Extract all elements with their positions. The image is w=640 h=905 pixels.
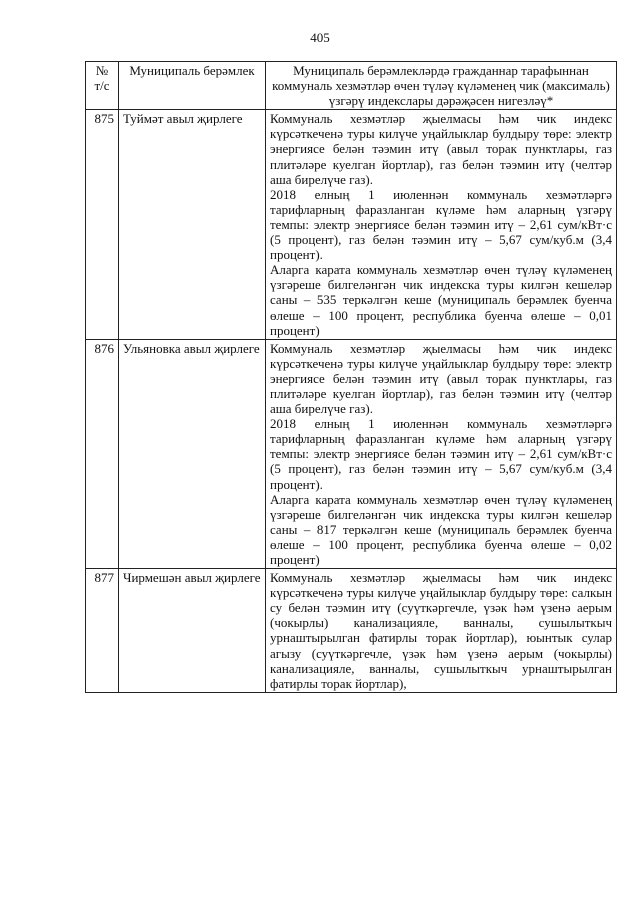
row-description [266,339,617,568]
row-municipality: Ульяновка авыл җирлеге [119,339,266,568]
description-paragraph: 2018 елның 1 июленнән коммуналь хезмәтләргә тарифларның фаразланган күләме һәм аларның үзгәрү темпы: электр энергиясе белән тәэмин итү – 2,61 сум/кВт·с (5 процент), газ белән тәэмин итү – 5,67 сум/куб.м (3,4 процент). [270,416,612,492]
row-municipality: Туймәт авыл җирлеге [119,110,266,339]
row-description [266,569,617,693]
page-number: 405 [310,30,330,45]
row-number: 875 [86,110,119,339]
row-number: 876 [86,339,119,568]
table-row [86,569,617,693]
row-description [266,110,617,339]
table-row [86,339,617,568]
description-paragraph: Коммуналь хезмәтләр җыелмасы һәм чик индекс күрсәткеченә туры килүче уңайлыклар булдыру төре: электр энергиясе белән тәэмин итү (авыл торак пунктлары, газ плитәләре куелган йортлар), газ белән тәэмин итү (челтәр аша бирелүче газ). [270,340,612,417]
municipality-tariff-table [85,61,617,693]
description-paragraph: Аларга карата коммуналь хезмәтләр өчен түләү күләменең үзгәреше билгеләнгән чик индекска туры килгән кешеләр саны – 817 теркәлгән кеше (муниципаль берәмлек буенча өлеше – 100 процент, республика буенча өлеше – 0,02 процент) [270,491,612,567]
row-municipality: Чирмешән авыл җирлеге [119,569,266,693]
table-row [86,110,617,339]
header-municipality: Муниципаль берәмлек [119,62,266,110]
header-number: № т/с [86,62,119,110]
row-number: 877 [86,569,119,693]
table-header-row [86,62,617,110]
description-paragraph: 2018 елның 1 июленнән коммуналь хезмәтләргә тарифларның фаразланган күләме һәм аларның үзгәрү темпы: электр энергиясе белән тәэмин итү – 2,61 сум/кВт·с (5 процент), газ белән тәэмин итү – 5,67 сум/куб.м (3,4 процент). [270,186,612,263]
description-paragraph: Коммуналь хезмәтләр җыелмасы һәм чик индекс күрсәткеченә туры килүче уңайлыклар булдыру төре: салкын су белән тәэмин итү (суүткәргечле, үзәк һәм үзенә аерым (чокырлы) канализацияле, ванналы, сушылыткыч урнаштырылган фатирлы торак йортлар), юынтык сулар агызу (суүткәргечле, үзәк һәм үзенә аерым (чокырлы) канализацияле, ванналы, сушылыткыч урнаштырылган фатирлы торак йортлар), [270,570,612,691]
description-paragraph: Аларга карата коммуналь хезмәтләр өчен түләү күләменең үзгәреше билгеләнгән чик индекска туры килгән кешеләр саны – 535 теркәлгән кеше (муниципаль берәмлек буенча өлеше – 100 процент, республика буенча өлеше – 0,01 процент) [270,262,612,338]
description-paragraph: Коммуналь хезмәтләр җыелмасы һәм чик индекс күрсәткеченә туры килүче уңайлыклар булдыру төре: электр энергиясе белән тәэмин итү (авыл торак пунктлары, газ плитәләре куелган йортлар), газ белән тәэмин итү (чeлтәр аша бирелүче газ). [270,111,612,187]
header-description: Муниципаль берәмлекләрдә гражданнар тарафыннан коммуналь хезмәтләр өчен түләү күләменең чик (максималь) үзгәрү индекслары дәрәҗәсен нигезләү* [266,62,617,110]
